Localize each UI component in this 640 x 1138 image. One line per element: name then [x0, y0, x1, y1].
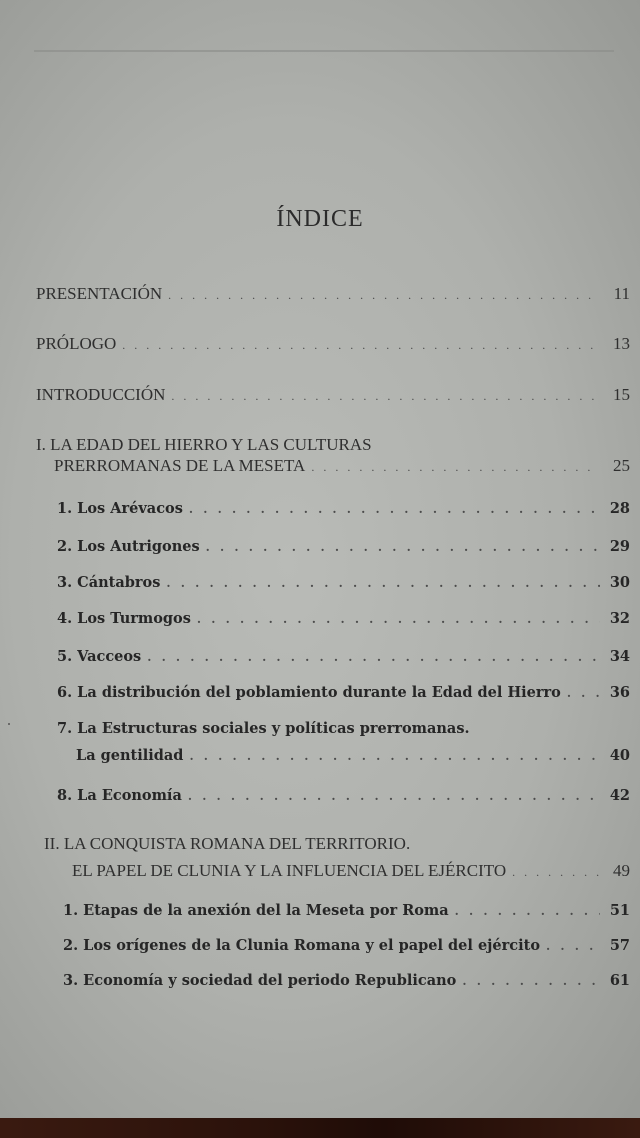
- toc-section: 8. La Economía . . . 42: [57, 787, 630, 804]
- leader-dots: [462, 974, 600, 988]
- toc-section: 4. Los Turmogos . . . 32: [57, 610, 630, 627]
- wooden-table-edge: [0, 1118, 640, 1138]
- chapter-1-entry: PRERROMANAS DE LA MESETA . . . 25: [54, 456, 630, 476]
- page-title: ÍNDICE: [276, 206, 364, 232]
- leader-dots: [189, 749, 600, 763]
- toc-section: 3. Economía y sociedad del periodo Republicano . . . 61: [63, 972, 630, 989]
- header-rule: [34, 50, 614, 52]
- toc-section: 6. La distribución del poblamiento durante la Edad del Hierro . . . 36: [57, 684, 630, 701]
- toc-entry-presentacion: PRESENTACIÓN . . . 11: [36, 284, 630, 304]
- leader-dots: [188, 789, 600, 803]
- leader-dots: [197, 612, 600, 626]
- toc-section: 2. Los orígenes de la Clunia Romana y el papel del ejército . . . 57: [63, 937, 630, 954]
- toc-section: 1. Los Arévacos . . . 28: [57, 500, 630, 517]
- toc-section: 5. Vacceos . . . 34: [57, 648, 630, 665]
- toc-section-line1: 7. La Estructuras sociales y políticas prerromanas.: [57, 720, 470, 737]
- leader-dots: [171, 389, 600, 404]
- chapter-1-title: I. LA EDAD DEL HIERRO Y LAS CULTURAS: [36, 435, 372, 454]
- toc-section: 3. Cántabros . . . 30: [57, 574, 630, 591]
- ink-speck: [8, 723, 10, 725]
- leader-dots: [206, 540, 600, 554]
- leader-dots: [455, 904, 600, 918]
- toc-entry-introduccion: INTRODUCCIÓN . . . 15: [36, 385, 630, 405]
- leader-dots: [166, 576, 600, 590]
- toc-section: La gentilidad . . . 40: [76, 747, 630, 764]
- leader-dots: [512, 865, 600, 880]
- leader-dots: [311, 460, 600, 475]
- leader-dots: [168, 288, 600, 303]
- leader-dots: [147, 650, 600, 664]
- leader-dots: [567, 686, 600, 700]
- toc-section: 1. Etapas de la anexión del la Meseta por Roma . . . 51: [63, 902, 630, 919]
- leader-dots: [122, 338, 600, 353]
- leader-dots: [189, 502, 600, 516]
- leader-dots: [546, 939, 600, 953]
- chapter-2-entry: EL PAPEL DE CLUNIA Y LA INFLUENCIA DEL EJÉRCITO . . . 49: [72, 861, 630, 881]
- toc-entry-prologo: PRÓLOGO . . . 13: [36, 334, 630, 354]
- chapter-2-title: II. LA CONQUISTA ROMANA DEL TERRITORIO.: [44, 834, 411, 853]
- toc-section: 2. Los Autrigones . . . 29: [57, 538, 630, 555]
